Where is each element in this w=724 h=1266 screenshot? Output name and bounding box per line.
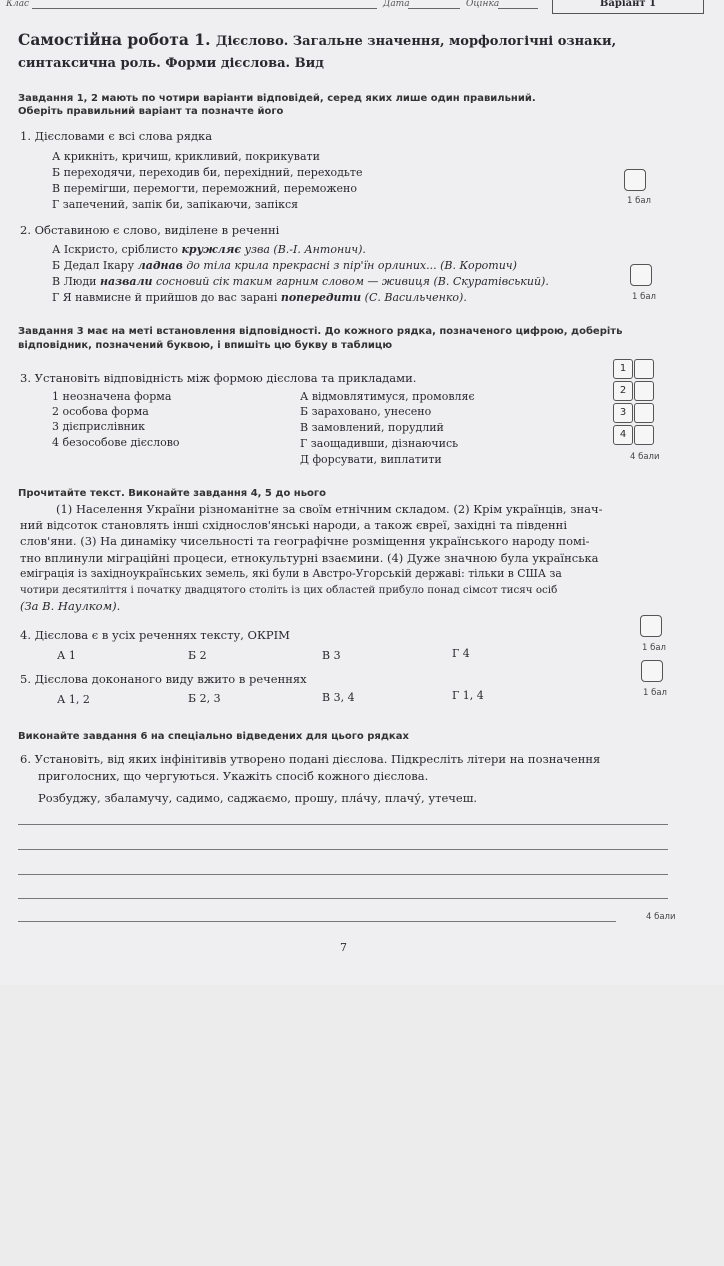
reading-line-3: слов'яни. (3) На динаміку чисельності та географічне розміщення українського народу помі-: [20, 534, 590, 549]
question-6-words: Розбуджу, збаламучу, садимо, саджаємо, прошу, пла́чу, плачу́, утечеш.: [38, 791, 478, 805]
q2-option-v[interactable]: [52, 275, 549, 288]
q2-option-v-highlight: назвали: [99, 275, 153, 288]
q3-row-3-label: 3: [613, 403, 633, 423]
instructions-1-2-line1: Завдання 1, 2 мають по чотири варіанти відповідей, серед яких лише один правильний.: [18, 93, 536, 104]
q3-row-2-answer[interactable]: [634, 381, 654, 401]
q2-option-v-source: сосновий сік таким гарним словом — живиця (В. Скуратівський).: [152, 275, 549, 288]
q3-right-b: Б зараховано, унесено: [300, 405, 432, 418]
reading-heading: Прочитайте текст. Виконайте завдання 4, 5 до нього: [18, 488, 326, 499]
title-line2: [18, 52, 324, 71]
q3-left-4: 4 безособове дієслово: [52, 436, 180, 449]
q5-option-v[interactable]: В 3, 4: [322, 691, 355, 704]
q6-points: 4 бали: [646, 912, 676, 922]
class-field-line: [32, 8, 377, 9]
q4-option-b[interactable]: Б 2: [188, 649, 207, 662]
grade-label: Оцінка: [466, 0, 500, 9]
q4-option-a[interactable]: А 1: [57, 649, 76, 662]
question-1: 1. Дієсловами є всі слова рядка: [20, 129, 213, 143]
q3-right-v: В замовлений, порудлий: [300, 421, 444, 434]
q1-option-b[interactable]: Б переходячи, переходив би, перехідний, переходьте: [52, 166, 363, 179]
q2-option-g[interactable]: [52, 291, 467, 304]
grade-field-line: [498, 8, 538, 9]
q2-option-b-source: до тіла крила прекрасні з пір'їн орлиних... (В. Коротич): [182, 259, 517, 272]
class-label: Клас: [6, 0, 30, 9]
q3-left-3: 3 дієприслівник: [52, 420, 146, 433]
answer-line-3[interactable]: [18, 874, 668, 875]
table-surface: [0, 985, 724, 1266]
q2-option-g-text: Г Я навмисне й прийшов до вас зарані: [52, 291, 281, 304]
question-6-line2: приголосних, що чергуються. Укажіть спосіб кожного дієслова.: [38, 769, 429, 783]
reading-text: [20, 501, 666, 614]
question-3: 3. Установіть відповідність між формою дієслова та прикладами.: [20, 371, 417, 385]
question-2: 2. Обставиною є слово, виділене в реченні: [20, 223, 280, 237]
q2-option-g-source: (С. Васильченко).: [361, 291, 467, 304]
q1-option-a[interactable]: А крикніть, кричиш, крикливий, покрикувати: [52, 150, 320, 163]
q1-option-v[interactable]: В перемігши, перемогти, переможний, переможено: [52, 182, 357, 195]
q3-row-3-answer[interactable]: [634, 403, 654, 423]
reading-line-5: еміграція із західноукраїнських земель, які були в Австро-Угорській державі: тільки в США за: [20, 566, 562, 580]
q2-option-a-highlight: кружляє: [181, 243, 242, 256]
reading-line-2: ний відсоток становлять інші східнослов'янські народи, а також євреї, західні та південні: [20, 518, 567, 533]
answer-line-2[interactable]: [18, 849, 668, 850]
title-topic-line2: синтаксична роль. Форми дієслова. Вид: [18, 56, 324, 71]
q3-left-2: 2 особова форма: [52, 405, 149, 418]
q3-right-a: А відмовлятимуся, промовляє: [300, 390, 475, 403]
question-5: 5. Дієслова доконаного виду вжито в реченнях: [20, 672, 307, 686]
question-6-line1: 6. Установіть, від яких інфінітивів утворено подані дієслова. Підкресліть літери на позначення: [20, 752, 601, 766]
q2-option-a-source: узва (В.-І. Антонич).: [241, 243, 366, 256]
page-title: [18, 30, 616, 49]
answer-line-1[interactable]: [18, 824, 668, 825]
q4-answer-box[interactable]: [640, 615, 662, 637]
q4-option-g[interactable]: Г 4: [452, 647, 470, 660]
instructions-3-line2: відповідник, позначений буквою, і впишіть цю букву в таблицю: [18, 340, 393, 351]
q3-right-g: Г заощадивши, дізнаючись: [300, 437, 459, 450]
variant-badge: Варіант 1: [552, 0, 704, 14]
q5-option-a[interactable]: А 1, 2: [57, 693, 90, 706]
page-number: 7: [340, 941, 347, 954]
reading-line-6: чотири десятиліття і початку двадцятого століть із цих областей прибуло понад сімсот тисяч осіб: [20, 584, 558, 597]
q2-points: 1 бал: [632, 292, 656, 302]
q2-option-b[interactable]: [52, 259, 517, 272]
q5-answer-box[interactable]: [641, 660, 663, 682]
q3-row-2-label: 2: [613, 381, 633, 401]
question-4: 4. Дієслова є в усіх реченнях тексту, ОКРІМ: [20, 628, 290, 642]
date-label: Дата: [383, 0, 410, 9]
answer-line-4[interactable]: [18, 898, 668, 899]
instructions-3-line1: Завдання 3 має на меті встановлення відповідності. До кожного рядка, позначеного цифрою, доберіть: [18, 326, 623, 337]
q3-row-4-label: 4: [613, 425, 633, 445]
q2-option-b-highlight: ладнав: [137, 259, 183, 272]
instructions-1-2-line2: Оберіть правильний варіант та позначте його: [18, 106, 284, 117]
q4-points: 1 бал: [642, 643, 666, 653]
reading-line-1: (1) Населення України різноманітне за своїм етнічним складом. (2) Крім українців, знач-: [56, 502, 603, 516]
reading-line-4: тно вплинули міграційні процеси, етнокультурні взаємини. (4) Дуже значною була українська: [20, 550, 599, 565]
answer-line-5[interactable]: [18, 921, 616, 922]
title-main: Самостійна робота 1.: [18, 30, 211, 49]
q3-right-d: Д форсувати, виплатити: [300, 453, 442, 466]
q3-row-4-answer[interactable]: [634, 425, 654, 445]
q5-points: 1 бал: [643, 688, 667, 698]
q1-option-g[interactable]: Г запечений, запік би, запікаючи, запікся: [52, 198, 299, 211]
q3-row-1-answer[interactable]: [634, 359, 654, 379]
q3-left-1: 1 неозначена форма: [52, 390, 172, 403]
q3-points: 4 бали: [630, 452, 660, 462]
instructions-6: Виконайте завдання 6 на спеціально відведених для цього рядках: [18, 731, 409, 742]
q2-option-g-highlight: попередити: [280, 291, 362, 304]
q2-option-v-text: В Люди: [52, 275, 100, 288]
q2-answer-box[interactable]: [630, 264, 652, 286]
date-field-line: [408, 8, 460, 9]
q5-option-g[interactable]: Г 1, 4: [452, 689, 484, 702]
q2-option-a-text: А Іскристо, сріблисто: [52, 243, 182, 256]
q2-option-a[interactable]: [52, 243, 366, 256]
q2-option-b-text: Б Дедал Ікару: [52, 259, 138, 272]
q1-answer-box[interactable]: [624, 169, 646, 191]
reading-source: (За В. Наулком).: [20, 599, 121, 614]
title-topic-line1: Дієслово. Загальне значення, морфологічні ознаки,: [215, 34, 617, 49]
q3-row-1-label: 1: [613, 359, 633, 379]
q4-option-v[interactable]: В 3: [322, 649, 341, 662]
q1-points: 1 бал: [627, 196, 651, 206]
q5-option-b[interactable]: Б 2, 3: [188, 692, 221, 705]
